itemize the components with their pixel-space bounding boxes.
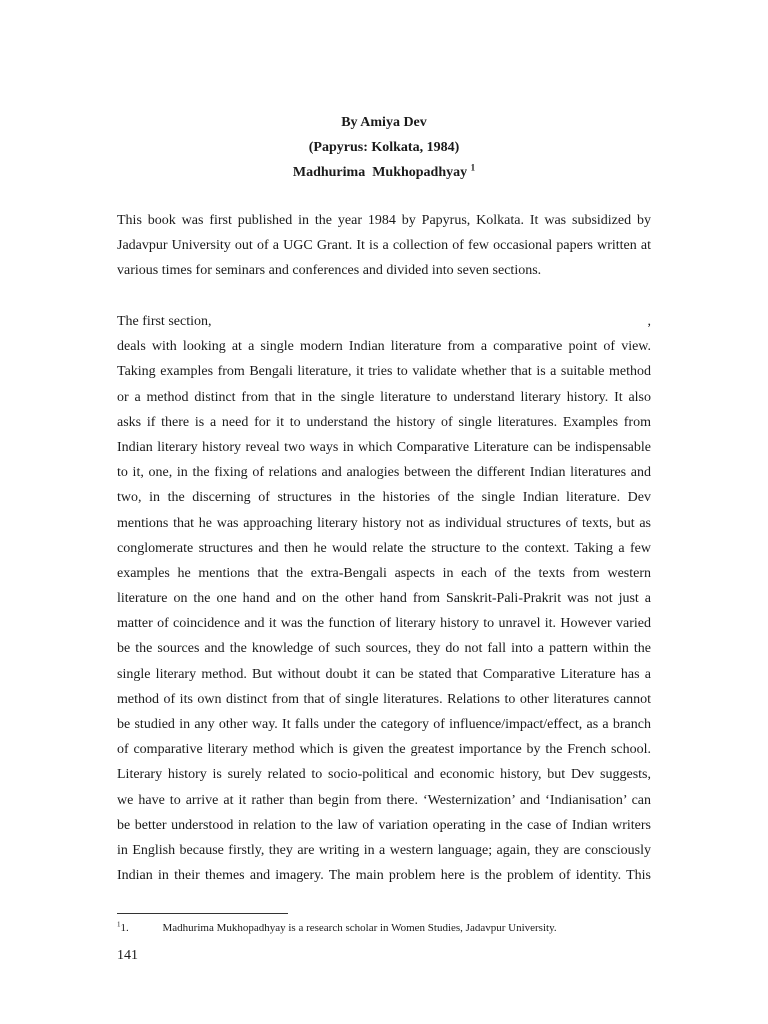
footnote-text: Madhurima Mukhopadhyay is a research scholar in Women Studies, Jadavpur University. xyxy=(162,922,557,934)
text-line: various times for seminars and conferences and divided into seven sections. xyxy=(117,263,542,279)
text-line: mentions that he was approaching literary history not as individual structures of texts, but as xyxy=(117,515,651,531)
footnote-mark: 1 xyxy=(117,920,121,929)
page-number: 141 xyxy=(117,948,138,963)
book-author-line: By Amiya Dev xyxy=(341,115,427,130)
paragraph-2-first-line xyxy=(117,309,651,334)
text-line: method of its own distinct from that of single literatures. Relations to other literatures cannot xyxy=(117,691,651,707)
text-line: or a method distinct from that in the single literature to understand literary history. It also xyxy=(117,389,651,405)
footnote-reference: 1 xyxy=(470,162,476,173)
text-line: be better understood in relation to the law of variation operating in the case of Indian writers xyxy=(117,817,651,833)
text-line: to it, one, in the fixing of relations and analogies between the different Indian literatures and xyxy=(117,465,651,481)
first-line-comma: , xyxy=(647,314,651,329)
text-line: matter of coincidence and it was the function of literary history to unravel it. However varied xyxy=(117,616,651,632)
text-line: examples he mentions that the extra-Bengali aspects in each of the texts from western xyxy=(117,565,651,581)
review-header xyxy=(0,110,768,185)
publication-line: (Papyrus: Kolkata, 1984) xyxy=(308,140,460,155)
text-line: two, in the discerning of structures in the histories of the single Indian literature. Dev xyxy=(117,490,651,506)
text-line: be the sources and the knowledge of such sources, they do not fall into a pattern within the xyxy=(117,641,651,657)
first-section-label: The first section, xyxy=(117,314,212,329)
paragraph-1 xyxy=(117,208,651,284)
text-line: in English because firstly, they are writing in a western language; again, they are consciously xyxy=(117,842,651,858)
paragraph-2 xyxy=(117,309,651,888)
footnote-divider xyxy=(117,913,288,914)
text-line: single literary method. But without doubt it can be stated that Comparative Literature has a xyxy=(117,666,651,682)
text-line: Indian literary history reveal two ways in which Comparative Literature can be indispensable xyxy=(117,439,651,455)
text-line: Indian in their themes and imagery. The main problem here is the problem of identity. This xyxy=(117,868,651,884)
reviewer-line xyxy=(0,160,768,185)
text-line: This book was first published in the year 1984 by Papyrus, Kolkata. It was subsidized by xyxy=(117,213,651,228)
text-line: deals with looking at a single modern Indian literature from a comparative point of view. xyxy=(117,339,651,355)
reviewer-name: Madhurima Mukhopadhyay xyxy=(292,165,468,180)
text-line: be studied in any other way. It falls under the category of influence/impact/effect, as a branch xyxy=(117,717,651,732)
text-line: we have to arrive at it rather than begin from there. ‘Westernization’ and ‘Indianisation’ can xyxy=(117,792,651,808)
text-line: conglomerate structures and then he would relate the structure to the context. Taking a few xyxy=(117,540,651,556)
text-line: asks if there is a need for it to understand the history of single literatures. Examples from xyxy=(117,414,651,430)
paragraph-2-lines xyxy=(117,334,651,888)
text-line: literature on the one hand and on the other hand from Sanskrit-Pali-Prakrit was not just a xyxy=(117,591,651,607)
text-line: of comparative literary method which is given the greatest importance by the French school. xyxy=(117,742,651,758)
text-line: Jadavpur University out of a UGC Grant. It is a collection of few occasional papers written at xyxy=(117,238,651,254)
text-line: Literary history is surely related to socio-political and economic history, but Dev suggests, xyxy=(117,767,651,783)
footnote xyxy=(117,920,677,936)
footnote-number: 1. xyxy=(120,922,129,934)
text-line: Taking examples from Bengali literature, it tries to validate whether that is a suitable method xyxy=(117,364,651,380)
